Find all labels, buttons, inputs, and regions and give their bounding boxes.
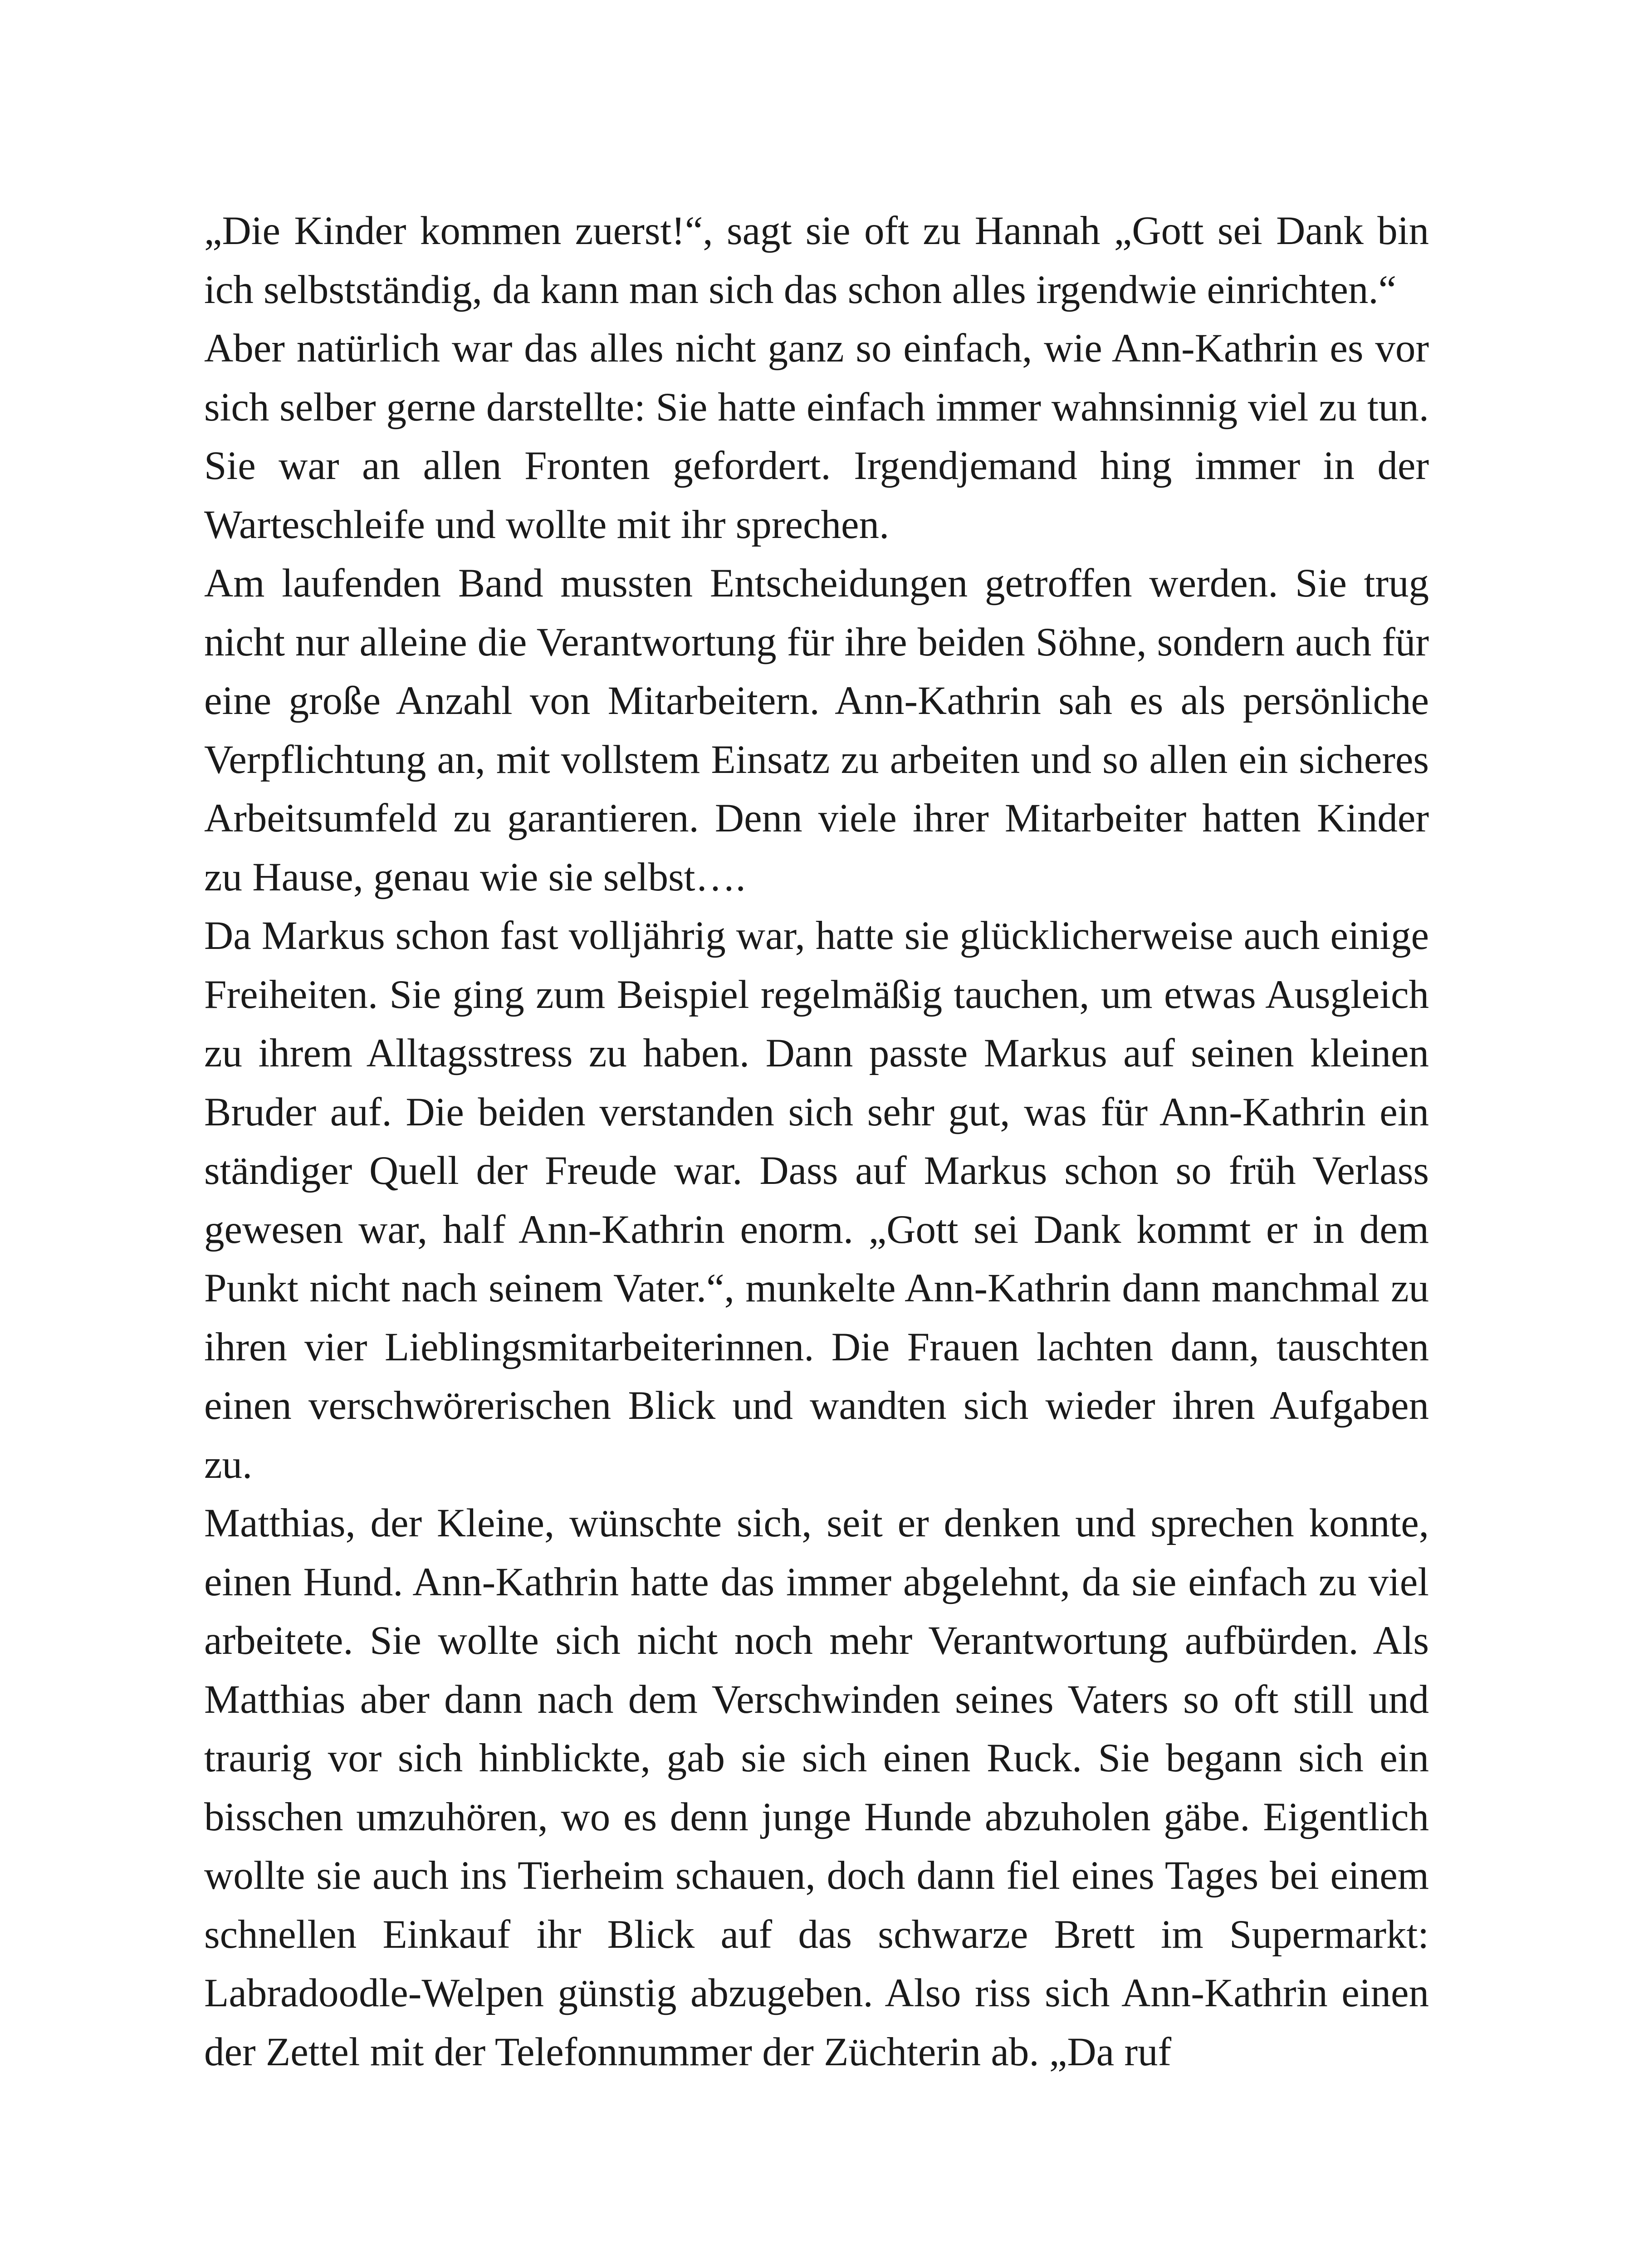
paragraph-1: „Die Kinder kommen zuerst!“, sagt sie oft zu Hannah „Gott sei Dank bin ich selbstständig, da kann man sich das schon alles irgendwie einrichten.“ bbox=[204, 209, 1429, 312]
paragraph-5: Matthias, der Kleine, wünschte sich, seit er denken und sprechen konnte, einen Hund. Ann-Kathrin hatte das immer abgelehnt, da sie einfach zu viel arbeitete. Sie wollte sich nicht noch mehr Verantwortung aufbürden. Als Matthias aber dann nach dem Verschwinden seines Vaters so oft still und traurig vor sich hinblickte, gab sie sich einen Ruck. Sie begann sich ein bisschen umzuhören, wo es denn junge Hunde abzuholen gäbe. Eigentlich wollte sie auch ins Tierheim schauen, doch dann fiel eines Tages bei einem schnellen Einkauf ihr Blick auf das schwarze Brett im Supermarkt: Labradoodle-Welpen günstig abzugeben. Also riss sich Ann-Kathrin einen der Zettel mit der Telefonnummer der Züchterin ab. „Da ruf bbox=[204, 1501, 1429, 2074]
paragraph-4: Da Markus schon fast volljährig war, hatte sie glücklicherweise auch einige Freiheiten. Sie ging zum Beispiel regelmäßig tauchen, um etwas Ausgleich zu ihrem Alltagsstress zu haben. Dann passte Markus auf seinen kleinen Bruder auf. Die beiden verstanden sich sehr gut, was für Ann-Kathrin ein ständiger Quell der Freude war. Dass auf Markus schon so früh Verlass gewesen war, half Ann-Kathrin enorm. „Gott sei Dank kommt er in dem Punkt nicht nach seinem Vater.“, munkelte Ann-Kathrin dann manchmal zu ihren vier Lieblingsmitarbeiterinnen. Die Frauen lachten dann, tauschten einen verschwörerischen Blick und wandten sich wieder ihren Aufgaben zu. bbox=[204, 914, 1429, 1487]
paragraph-2: Aber natürlich war das alles nicht ganz so einfach, wie Ann-Kathrin es vor sich selber gerne darstellte: Sie hatte einfach immer wahnsinnig viel zu tun. Sie war an allen Fronten gefordert. Irgendjemand hing immer in der Warteschleife und wollte mit ihr sprechen. bbox=[204, 326, 1429, 547]
body-text bbox=[204, 202, 1429, 2082]
paragraph-3: Am laufenden Band mussten Entscheidungen getroffen werden. Sie trug nicht nur alleine die Verantwortung für ihre beiden Söhne, sondern auch für eine große Anzahl von Mitarbeitern. Ann-Kathrin sah es als persönliche Verpflichtung an, mit vollstem Einsatz zu arbeiten und so allen ein sicheres Arbeitsumfeld zu garantieren. Denn viele ihrer Mitarbeiter hatten Kinder zu Hause, genau wie sie selbst…. bbox=[204, 561, 1429, 899]
